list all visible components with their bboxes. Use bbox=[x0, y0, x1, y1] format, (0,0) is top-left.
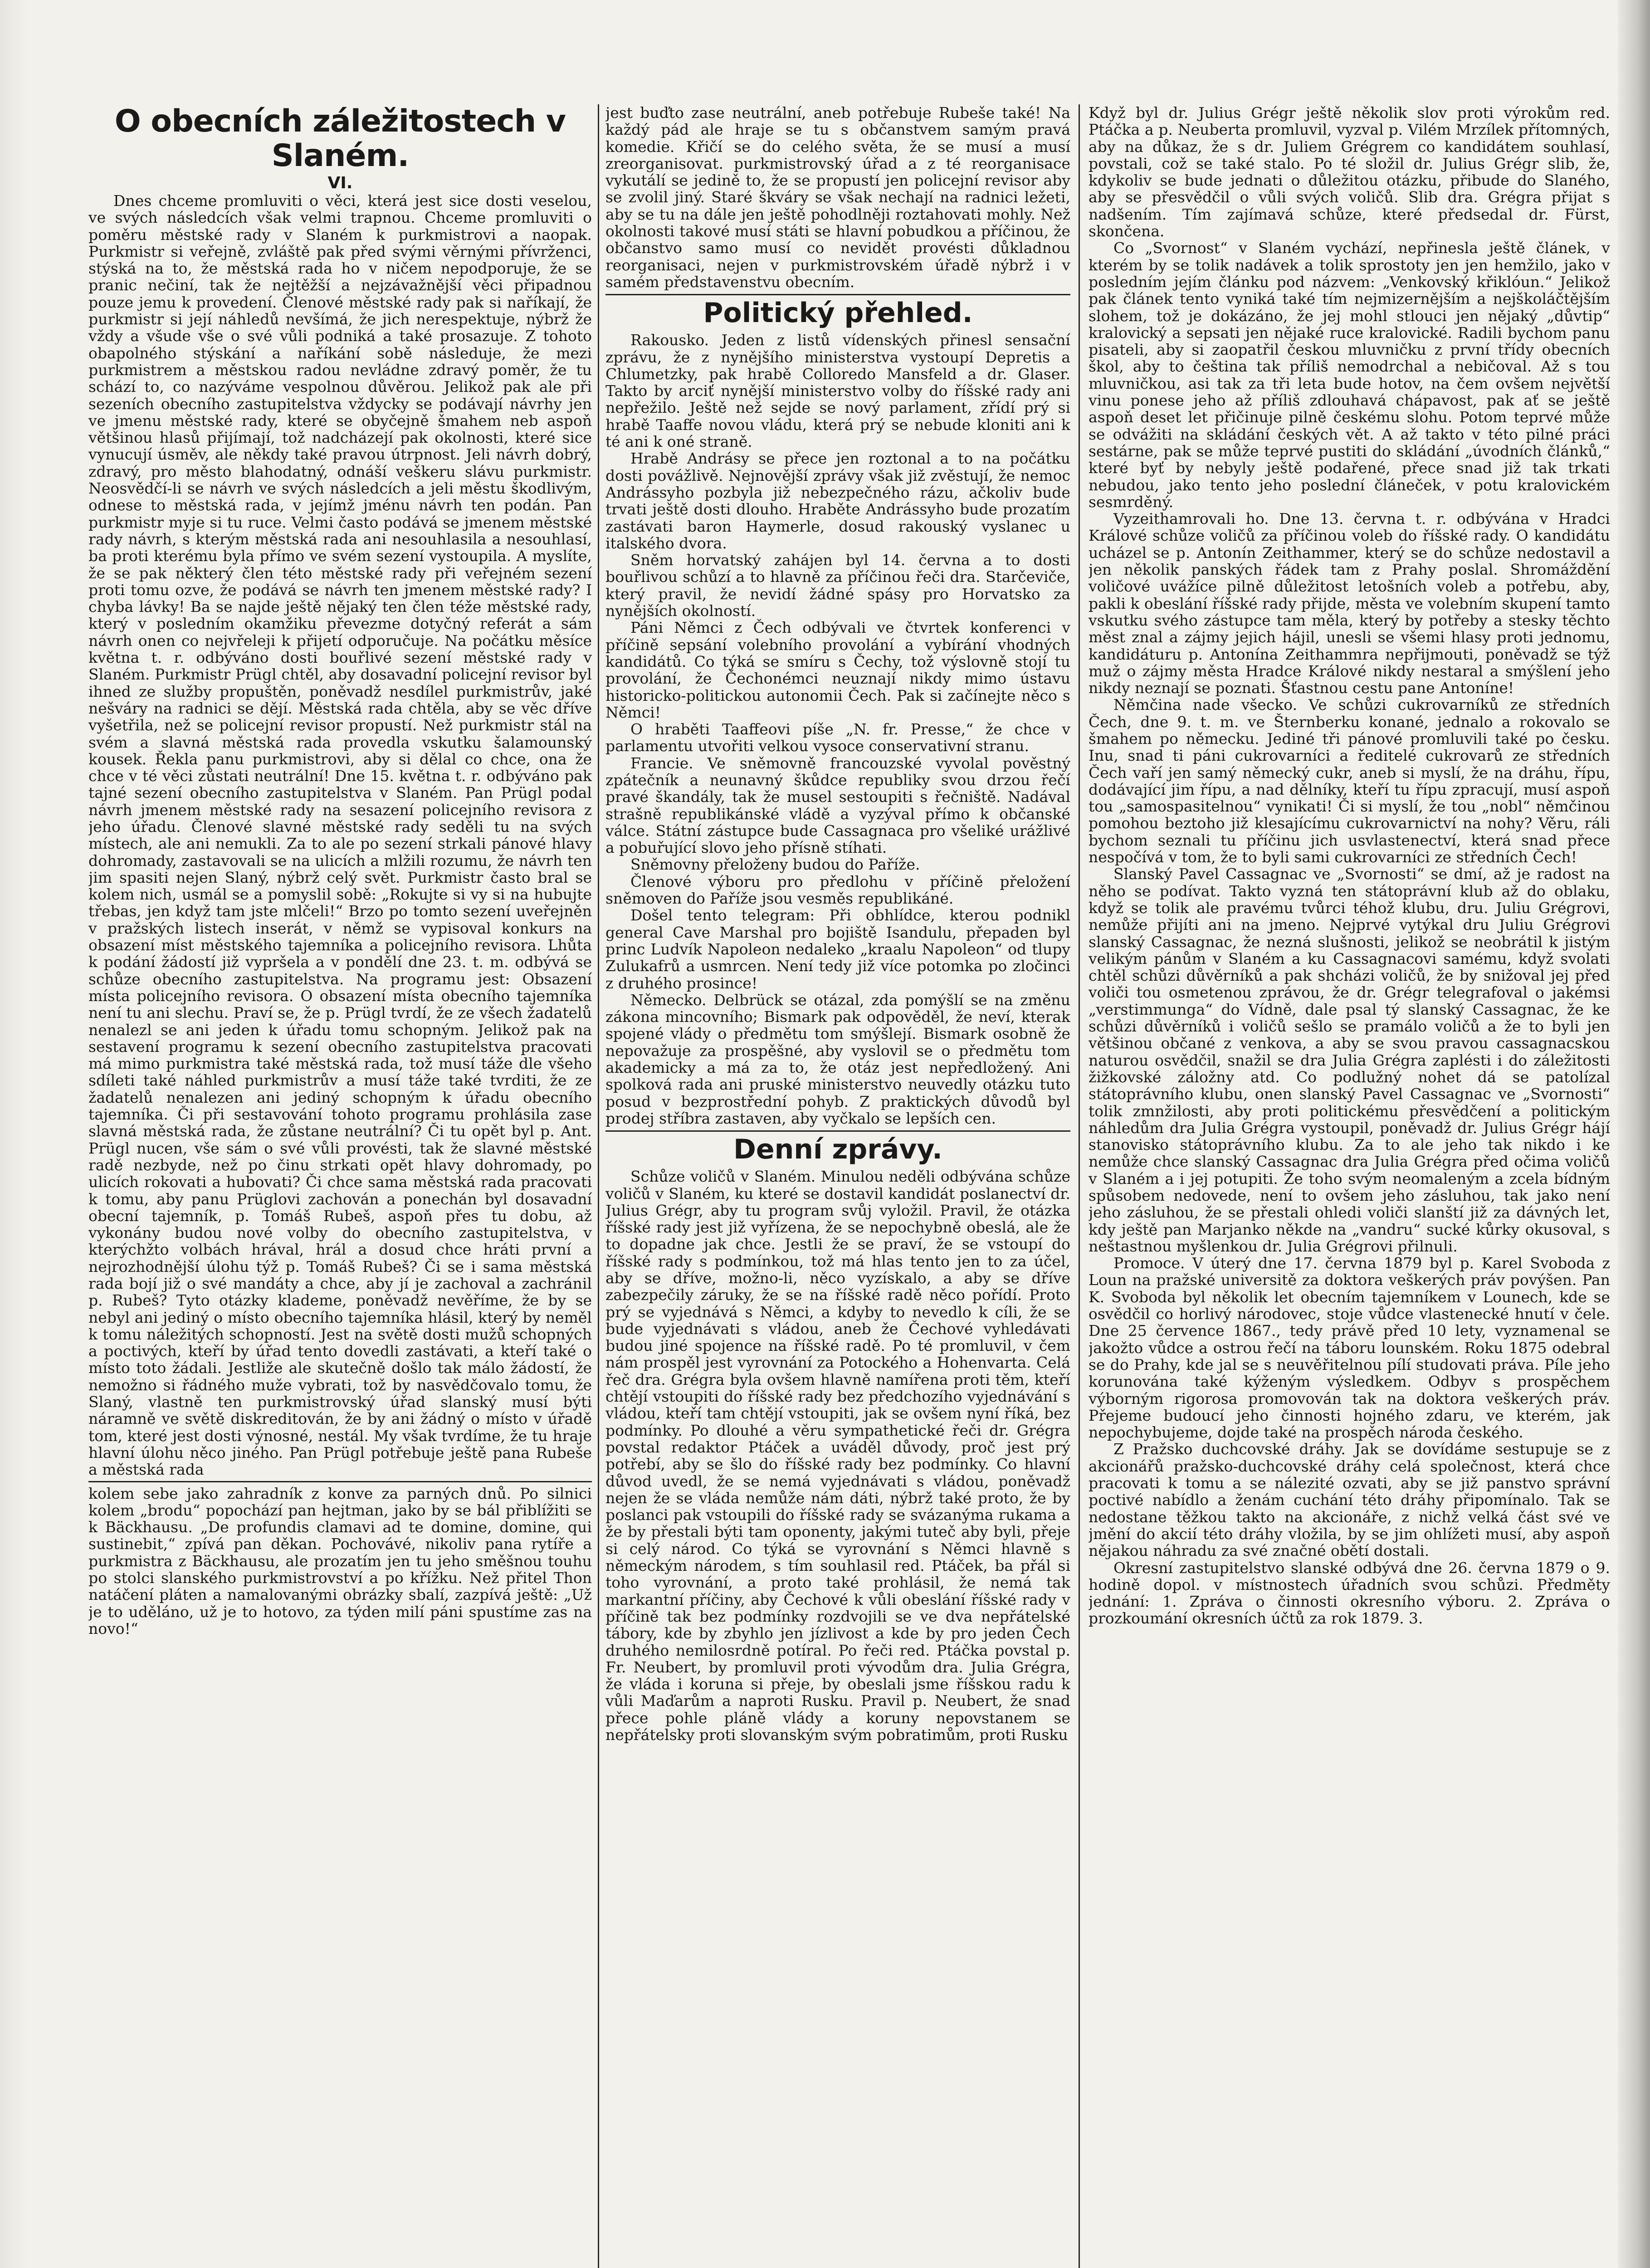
paragraph: Členové výboru pro předlohu v příčině přeložení sněmoven do Paříže jsou vesměs republikáné. bbox=[605, 872, 1070, 908]
paragraph: Němčina nade všecko. Ve schůzi cukrovarníků ze středních Čech, dne 9. t. m. ve Šternberku konané, jednalo a rokovalo se šmahem po německu. Jediné tři pánové promluvili také po česku. Inu, snad ti páni cukrovarníci a ředitelé cukrovarů ze středních Čech vaří jen samý německý cukr, aneb si myslí, že na dráhu, řípu, dodávající jim řípu, a nad dělníky, kteří tu řípu zpracují, musí aspoň tou „samospasitelnou“ vynikati! Či si myslí, že tou „nobl“ němčinou pomohou beztoho již klesajícímu cukrovarnictví na nohy? Věru, ráli bychom seznali tu příčinu jich usvlastenectví, která snad přece nespočívá v tom, že to byli sami cukrovarníci ze středních Čech! bbox=[1089, 696, 1610, 866]
paragraph: Sněmovny přeloženy budou do Paříže. bbox=[630, 855, 920, 874]
paragraph: Slanský Pavel Cassagnac ve „Svornosti“ se dmí, až je radost na něho se podívat. Takto vyzná ten státoprávní klub až do oblaku, když se tolik ale pravému tvůrci téhož klubu, dru. Juliu Grégrovi, nemůže přijíti ani na jmeno. Nejprvé vytýkal dru Juliu Grégrovi slanský Cassagnac, že nezná slušnosti, jelikož se neobrátil k jistým velikým pánům v Slaném a ku Cassagnacovi samému, když svolati chtěl schůzi důvěrníků a pak shcházi voličů, že by snižoval jej před voliči tou osmetenou zprávou, že dr. Grégr telegrafoval o jakémsi „verstimmunga“ do Vídně, dale psal tý slanský Cassagnac, že ke schůzi důvěrníků i voličů sešlo se pramálo voličů a že to byli jen většinou občané z venkova, a aby se svou pravou cassagnacskou naturou osvědčil, snažil se dra Julia Grégra zaplésti i do záležitosti žižkovské záložny atd. Co podlužný nohet dá se patolízal státoprávního klubu, onen slanský Pavel Cassagnac ve „Svornosti“ tolik zmnžilosti, aby proti politickému přesvědčení a politickým náhledům dra Julia Grégra vystoupil, poněvadž dr. Julius Grégr hájí stanovisko státoprávního klubu. Za to ale jeho tak nikdo i ke nemůže chce slanský Cassagnac dra Julia Grégra před očima voličů v Slaném a i jej potupiti. Že toho svým neomaleným a zcela bídným spůsobem nedovede, není to ovšem jeho zásluhou, tak jako není jeho zásluhou, že se přestali ohledi voliči slanští již za dávných let, kdy ještě pan Marjanko někde na „vandru“ sucké kůrky okusoval, s neštastnou myšlenkou dr. Julia Grégrovi přilnuli. bbox=[1089, 865, 1610, 1255]
paragraph: Páni Němci z Čech odbývali ve čtvrtek konferenci v příčině sepsání volebního provolání a vybírání vhodných kandidátů. Co týká se smíru s Čechy, tož výslovně stojí tu provolání, že Čechonémci neuznají nikdy mimo ústavu historicko-politickou autonomii Čech. Pak si začínejte něco s Němci! bbox=[605, 619, 1070, 721]
paragraph: Německo. Delbrück se otázal, zda pomýšlí se na změnu zákona mincovního; Bismark pak odpověděl, že neví, kterak spojené vlády o předmětu tom smýšlejí. Bismark osobně že nepovažuje za prospěšné, aby vyslovil se o předmětu tom akademicky a má za to, že otáz jest nepředložený. Ani spolková rada ani pruské ministerstvo neuvedly otázku tuto posud v bezprostřední pohyb. Z praktických důvodů byl prodej stříbra zastaven, aby vyčkalo se lepších cen. bbox=[605, 991, 1070, 1127]
column-1 bbox=[88, 104, 592, 2268]
column-2 bbox=[605, 104, 1070, 2268]
paragraph: Dnes chceme promluviti o věci, která jest sice dosti veselou, ve svých následcích však velmi trapnou. Chceme promluviti o poměru městské rady v Slaném k purkmistrovi a naopak. Purkmistr si veřejně, zvláště pak před svými věrnými přívrženci, stýská na to, že městská rada ho v ničem nepodporuje, že se pranic nečiní, tak že nejtěžší a nejzávažnější věci připadnou pouze jemu k provedení. Členové městské rady pak si naříkají, že purkmistr si její náhledů nevšímá, že jich nerespektuje, nýbrž že vždy a všude vše o své vůli podniká a také prosazuje. Z tohoto obapolného stýskání a naříkání sobě následuje, že mezi purkmistrem a městskou radou nevládne zdravý poměr, že tu schází to, co nazýváme vespolnou důvěrou. Jelikož pak ale při sezeních obecního zastupitelstva vždycky se podávají návrhy jen ve jmenu městské rady, které se obyčejně šmahem neb aspoň většinou hlasů přijímají, tož nadcházejí pak okolnosti, které sice vynucují úsměv, ale někdy také pravou útrpnost. Jeli návrh dobrý, zdravý, pro město blahodatný, odnáší veškeru slávu purkmistr. Neosvědčí-li se návrh ve svých následcích a jeli městu škodlivým, odnese to městská rada, v jejímž jménu návrh ten podán. Pan purkmistr myje si tu ruce. Velmi často podává se jmenem městské rady návrh, s kterým městská rada ani nesouhlasila a nesouhlasí, ba proti kterému byla přímo ve svém sezení vystoupila. A myslíte, že se pak některý člen této městské rady při veřejném sezení proti tomu ozve, že podává se návrh ten jmenem městské rady? I chyba lávky! Ba se najde ještě nějaký ten člen téže městské rady, který v posledním okamžiku převezme dotyčný referát a sám návrh onen co nejvřeleji k přijetí odporučuje. Na počátku měsíce května t. r. odbýváno dosti bouřlivé sezení městské rady v Slaném. Purkmistr Prügl chtěl, aby dosavadní policejní revisor byl ihned ze služby propuštěn, poněvadž nesdílel purkmistrův, jaké nešváry na radnici se dějí. Městská rada chtěla, aby se věc dříve vyšetřila, než se policejní revisor propustí. Než purkmistr stál na svém a slavná městská rada provedla vskutku šalamounský kousek. Řekla panu purkmistrovi, aby si dělal co chce, ona že chce v té věci zůstati neutrální! Dne 15. května t. r. odbýváno pak tajné sezení obecního zastupitelstva v Slaném. Pan Prügl podal návrh jmenem městské rady na sesazení policejního revisora z jeho úřadu. Členové slavné městské rady seděli tu na svých místech, ale ani nemukli. Za to ale po sezení strkali pánové hlavy dohromady, zastavovali se na ulicích a mlžili rozumu, že návrh ten jim spasiti nejen Slaný, nýbrž celý svět. Purkmistr často bral se kolem nich, usmál se a pomyslil sobě: „Rokujte si vy si na hubujte třebas, jen když tam jste mlčeli!“ Brzo po tomto sezení uveřejněn v pražských listech inserát, v němž se vypisoval konkurs na obsazení míst městského tajemníka a policejního revisora. Lhůta k podání žádostí již vypršela a v pondělí dne 23. t. m. odbývá se schůze obecního zastupitelstva. Na programu jest: Obsazení místa policejního revisora. O obsazení místa obecního tajemníka není tu ani slechu. Praví se, že p. Prügl tvrdí, že ze všech žadatelů nenalezl se ani jeden k úřadu tomu schopným. Jelikož pak na sestavení programu k sezení obecního zastupitelstva pracovati má mimo purkmistra také městská rada, tož musí táže dle všeho sdíleti také náhled purkmistrův a musí táže také tvrditi, že ze žadatelů nenalezen ani jediný schopným k úřadu obecního tajemníka. Či při sestavování tohoto programu prohlásila zase slavná městská rada, že zůstane neutrální? Či tu opět byl p. Ant. Prügl nucen, vše sám o své vůli provésti, tak že slavné městské radě nezbyde, než po činu strkati opět hlavy dohromady, po ulicích rokovati a hubovati? Či chce sama městská rada pracovati k tomu, aby panu Prüglovi zachován a ponechán byl dosavadní obecní tajemník, p. Tomáš Rubeš, aspoň přes tu dobu, až vykonány budou nové volby do obecního zastupitelstva, v kterýchžto volbách hrával, hrál a dosud chce hráti první a nejrozhodnější úlohu týž p. Tomáš Rubeš? Či se i sama městská rada bojí již o své mandáty a chce, aby jí je zachoval a zachránil p. Rubeš? Tyto otázky klademe, poněvadž nevěříme, že by se nebyl ani jediný o místo obecního tajemníka hlásil, který by neměl k tomu náležitých schopností. Jest na světě dosti mužů schopných a poctivých, kteří by úřad tento dovedli zastávati, a kteří také o místo toto žádali. Jestliže ale skutečně došlo tak málo žádostí, že nemožno si řádného muže vybrati, tož by nasvědčovalo tomu, že Slaný, vlastně ten purkmistrovský úřad slanský musí býti náramně ve světě diskreditován, že by ani žádný o místo v úřadě tom, které jest dosti výnosné, nestál. My však tvrdíme, že tu hraje hlavní úlohu něco jiného. Pan Prügl potřebuje ještě pana Rubeše a městská rada bbox=[88, 192, 592, 1479]
paragraph: Promoce. V úterý dne 17. června 1879 byl p. Karel Svoboda z Loun na pražské universitě za doktora veškerých práv povýšen. Pan K. Svoboda byl několik let obecním tajemníkem v Lounech, kde se osvědčil co horlivý národovec, stoje vůdce vlastenecké hnutí v čele. Dne 25 července 1867., tedy právě před 10 lety, vyznamenal se jakožto vůdce a ostrou řečí na táboru lounském. Roku 1875 odebral se do Prahy, kde jal se s neuvěřitelnou pílí studovati práva. Píle jeho korunována také kýženým výsledkem. Odbyv s prospěchem výborným rigorosa promovován tak na doktora veškerých práv. Přejeme budoucí jeho činnosti hojného zdaru, ve kterém, jak nepochybujeme, dojde také na prospěch národa českého. bbox=[1089, 1254, 1610, 1442]
paragraph: Schůze voličů v Slaném. Minulou neděli odbývána schůze voličů v Slaném, ku které se dostavil kandidát poslanectví dr. Julius Grégr, aby tu program svůj vyložil. Pravil, že otázka říšské rady jest již vyřízena, že se nepochybně obeslá, ale že to dopadne jak chce. Jestli že se praví, že se vstoupí do říšské rady s podmínkou, tož má hlas tento jen to za účel, aby se dříve, možno-li, něco vyzískalo, a aby se dříve zabezpečily záruky, že se na říšské radě něco pořídí. Proto prý se vyjednává s Němci, a kdyby to nevedlo k cíli, že se bude vyjednávati s vládou, aneb že Čechové vyhledávati budou jiné spojence na říšské radě. Po té promluvil, v čem nám prospěl jest vyrovnání za Potockého a Hohenvarta. Celá řeč dra. Grégra byla ovšem hlavně namířena proti těm, kteří chtějí vstoupiti do říšské rady bez předchozího vyjednávání s vládou, kteří tam chtějí vstoupiti, jak se ovšem nyní říká, bez podmínky. Po dlouhé a věru sympathetické řeči dr. Grégra povstal redaktor Ptáček a uváděl důvody, proč jest prý potřebí, aby se šlo do říšské rady bez podmínky. Co hlavní důvod uvedl, že se nemá vyjednávati s vládou, poněvadž nejen že se vláda nemůže nám dáti, nýbrž také proto, že by poslanci pak vstoupili do říšské rady se svázanýma rukama a že by přestali býti tam oponenty, jakými tuteč aby byli, přeje si celý národ. Co týká se vyrovnání s Němci hlavně s německým národem, s tím souhlasil red. Ptáček, ba přál si toho vyrovnání, a proto také prohlásil, že nemá tak markantní příčiny, aby Čechové k vůli obeslání říšské rady v příčině tak bez podmínky rozdvojili se ve dva nepřátelské tábory, kde by zbyhlo jen jízlivost a kde by pro jeden Čech druhého nemilosrdně potíral. Po řeči red. Ptáčka povstal p. Fr. Neubert, by promluvil proti vývodům dra. Julia Grégra, že vláda i koruna si přeje, by obeslali jsme říšskou radu k vůli Maďarům a naproti Rusku. Pravil p. Neubert, že snad přece pohle pláně vlády a koruny nepovstanem se nepřátelsky proti slovanským svým pobratimům, proti Rusku bbox=[605, 1168, 1070, 1744]
divider bbox=[88, 1481, 592, 1482]
section-title: Politický přehled. bbox=[605, 294, 1070, 329]
paragraph: O hraběti Taaffeovi píše „N. fr. Presse,“ že chce v parlamentu utvořiti velkou vysoce conservativní stranu. bbox=[605, 720, 1070, 755]
paragraph: Okresní zastupitelstvo slanské odbývá dne 26. června 1879 o 9. hodině dopol. v místnostech úřadních svou schůzi. Předměty jednání: 1. Zpráva o činnosti okresního výboru. 2. Zpráva o prozkoumání okresních účtů za rok 1879. 3. bbox=[1089, 1559, 1610, 1628]
paragraph: Francie. Ve sněmovně francouzské vyvolal pověstný zpátečník a neunavný škůdce republiky svou drzou řečí pravé škandály, tak že musel sestoupiti s řečniště. Nadával strašně republikánské vládě a vyzýval přímo k občanské válce. Státní zástupce bude Cassagnaca pro všeliké urážlivé a pobuřující slovo jeho přísně stíhati. bbox=[605, 754, 1070, 857]
paragraph: Sněm horvatský zahájen byl 14. června a to dosti bouřlivou schůzí a to hlavně za příčinou řeči dra. Starčeviče, který pravil, že nevidí žádné spásy pro Horvatsko za nynějších okolností. bbox=[605, 551, 1070, 620]
paragraph: Rakousko. Jeden z listů vídenských přinesl sensační zprávu, že z nynějšího ministerstva vystoupí Depretis a Chlumetzky, pak hrabě Colloredo Mansfeld a dr. Glaser. Takto by arciť nynější ministerstvo volby do říšské rady ani nepřežilo. Ještě než sejde se nový parlament, zřídí prý si hrabě Taaffe novou vládu, která prý se nebude kloniti ani k té ani k oné straně. bbox=[605, 331, 1070, 451]
paragraph: Hrabě Andrásy se přece jen roztonal a to na počátku dosti povážlivě. Nejnovější zprávy však již zvěstují, že nemoc Andrássyho pozbyla již nebezpečného rázu, ačkoliv bude trvati ještě dosti dlouho. Hraběte Andrássyho bude prozatím zastávati baron Haymerle, dosud rakouský vyslanec u italského dvora. bbox=[605, 450, 1070, 552]
headline: O obecních záležitostech v Slaném. bbox=[114, 104, 566, 174]
paragraph: Když byl dr. Julius Grégr ještě několik slov proti výrokům red. Ptáčka a p. Neuberta promluvil, vyzval p. Vilém Mrzílek přítomných, aby na důkaz, že s dr. Juliem Grégrem co kandidátem souhlasí, povstali, což se také stalo. Po té složil dr. Julius Grégr slib, že, kdykoliv se bude jednati o důležitou otázku, přibude do Slaného, aby se přesvědčil o vůli svých voličů. Slib dra. Grégra přijat s nadšením. Tím zajímavá schůze, které předsedal dr. Fürst, skončena. bbox=[1089, 104, 1610, 240]
page-edge bbox=[1618, 0, 1650, 2268]
part-number: VI. bbox=[327, 174, 353, 192]
paragraph: Z Pražsko duchcovské dráhy. Jak se dovídáme sestupuje se z akcionářů pražsko-duchcovské dráhy celá společnost, která chce pracovati k tomu a se nálezité ozvati, aby se již panstvo správní poctivé nabídlo a ženám cuchání této dráhy připomínalo. Tak se nedostane těžkou takto na akcionáře, z nichž velká část své ve jmění do akcií této dráhy vložila, by se jim ohlížeti musí, aby aspoň nějakou náhradu za své značné obětí dostali. bbox=[1089, 1440, 1610, 1560]
paragraph: Vyzeithamrovali ho. Dne 13. června t. r. odbývána v Hradci Králové schůze voličů za příčinou voleb do říšské rady. O kandidátu ucházel se p. Antonín Zeithammer, který se do schůze nedostavil a jen několik panských řádek tam z Prahy poslal. Shromáždění voličové uvážíce pilně důležitost letošních voleb a potřebu, aby, pakli k obeslání říšské rady přijde, města ve volebním skupení tamto vskutku svého zástupce tam měla, který by potřeby a stesky těchto měst znal a zájmy jejich hájil, unesli se všemi hlasy proti jednomu, kandidáturu p. Antonína Zeithammra nepřijmouti, poněvadž se týž muž o zájmy města Hradce Králové nikdy nestaral a smýšlení jeho nikdy neznají se poznati. Šťastnou cestu pane Antoníne! bbox=[1089, 510, 1610, 697]
section-title: Denní zprávy. bbox=[605, 1130, 1070, 1165]
column-rule bbox=[598, 104, 599, 2268]
column-3 bbox=[1089, 104, 1610, 2268]
paragraph: Došel tento telegram: Při obhlídce, kterou podnikl general Cave Marshal pro bojiště Isandulu, přepaden byl princ Ludvík Napoleon nedaleko „kraalu Napoleon“ od tlupy Zulukafrů a usmrcen. Není tedy již více potomka po zločinci z druhého prosince! bbox=[605, 906, 1070, 992]
paragraph: kolem sebe jako zahradník z konve za parných dnů. Po silnici kolem „brodu“ popochází pan hejtman, jako by se bál přiblížiti se k Bäckhausu. „De profundis clamavi ad te domine, domine, qui sustinebit,“ zpívá pan děkan. Pochovávé, nikoliv pana rytíře a purkmistra z Bäckhausu, ale prozatím jen tu jeho směšnou touhu po stolci slanského purkmistrovství a po křížku. Než přitel Thon natáčení pláten a namalovanými obrázky sbalí, zazpívá ještě: „Už je to uděláno, už je to hotovo, za týden milí páni spustíme zas na novo!“ bbox=[88, 1484, 592, 1637]
column-rule bbox=[1079, 104, 1080, 2268]
paragraph: Co „Svornost“ v Slaném vychází, nepřinesla ještě článek, v kterém by se tolik nadávek a tolik sprostoty jen jen hemžilo, jako v posledním jejím článku pod názvem: „Venkovský křiklóun.“ Jelikož pak článek tento vyniká také tím nejmizernějším a nejškoláčtějším slohem, tož je dokázáno, že jej mohl stlouci jen nějaký „důvtip“ kralovický a sepsati jen nějaké ruce kralovické. Radili bychom panu pisateli, aby si zaopatřil českou mluvničku z první třídy obecních škol, aby to čeština tak příliš nemodrchal a nebičoval. Až s tou mluvničkou, asi tak za tři leta bude hotov, na čem ovšem největší vinu ponese jeho až příliš zdlouhavá chápavost, pak ať se ještě aspoň deset let přičinuje pilně českému slohu. Potom teprvé může se odvážiti na skládání českých vět. A až takto v této pilné práci sestárne, pak se může teprvé pustiti do skládání „úvodních článků,“ které byť by nebyly ještě podařené, přece snad již tak trkati nebudou, jako tento jeho poslední článeček, v potu kralovickém sesmrděný. bbox=[1089, 239, 1610, 511]
paragraph: jest buďto zase neutrální, aneb potřebuje Rubeše také! Na každý pád ale hraje se tu s občanstvem samým pravá komedie. Křičí se do celého světa, že se musí a musí zreorganisovat. purkmistrovský úřad a z té reorganisace vykutálí se jedině to, že se propustí jen policejní revisor aby se zvolil jiný. Staré škváry se však nechají na radnici ležeti, aby se tu na dále jen ještě pohodlněji roztahovati mohly. Než okolnosti takové musí státi se hlavní pobudkou a příčinou, že občanstvo samo musí co nevidět provésti důkladnou reorganisaci, nejen v purkmistrovském úřadě nýbrž i v samém představenstvu obecním. bbox=[605, 104, 1070, 291]
